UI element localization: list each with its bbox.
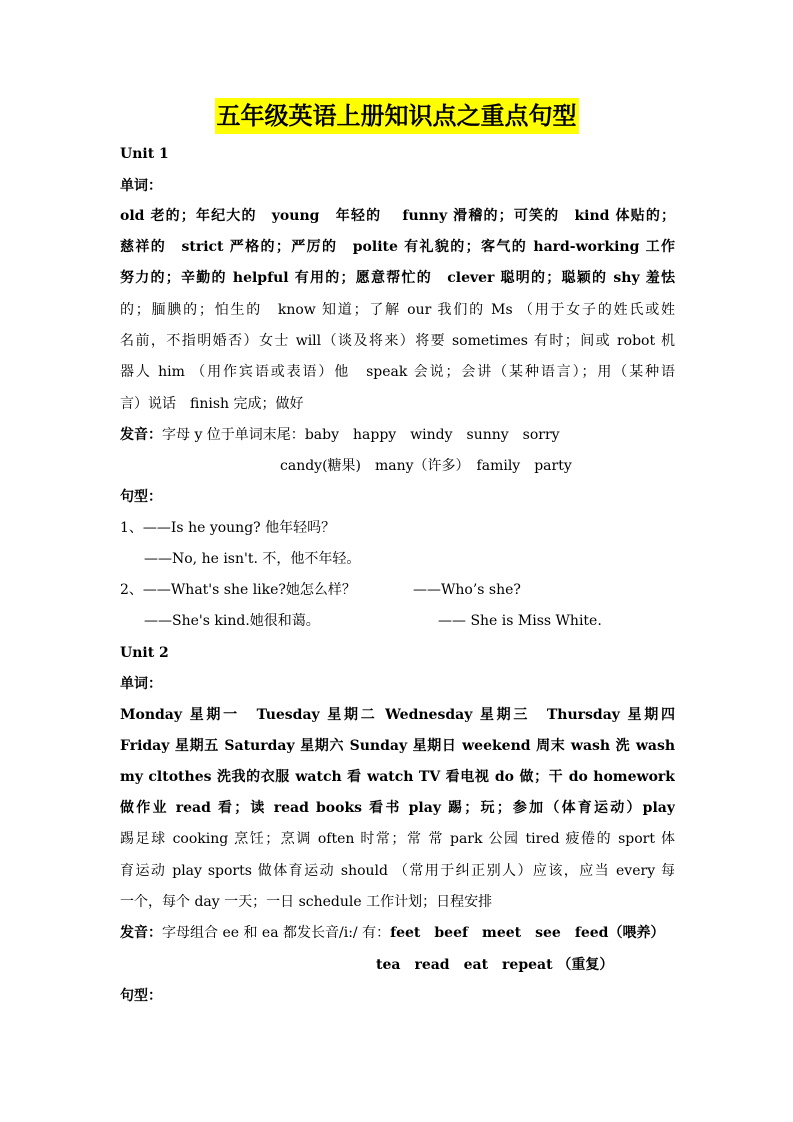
unit1-vocab-line-7: 言）说话 finish 完成；做好 xyxy=(120,396,304,412)
unit2-vocab-line-1: Monday 星期一 Tuesday 星期二 Wednesday 星期三 Thursday 星期四 xyxy=(120,707,675,723)
unit1-pron-words-2: candy(糖果) many（许多） family party xyxy=(280,458,572,474)
unit1-sentence-2-answer-b: —— She is Miss White. xyxy=(438,613,602,629)
unit1-sentence-2-answer: ——She's kind.她很和蔼。 xyxy=(144,613,320,629)
unit1-sentence-2-question-b: ——Who’s she? xyxy=(413,582,521,598)
unit2-vocab-line-3: my cltothes 洗我的衣服 watch 看 watch TV 看电视 do 做；干 do homework xyxy=(120,769,675,785)
unit1-vocab-line-5: 名前，不指明婚否）女士 will（谈及将来）将要 sometimes 有时；间或 robot 机 xyxy=(120,333,675,349)
unit1-vocab-line-2: 慈祥的 strict 严格的；严厉的 polite 有礼貌的；客气的 hard-working 工作 xyxy=(120,239,675,255)
page-title: 五年级英语上册知识点之重点句型 xyxy=(215,98,579,134)
unit1-pron-rule: 字母 y 位于单词末尾： xyxy=(162,427,305,443)
unit2-vocab-line-6: 育运动 play sports 做体育运动 should （常用于纠正别人）应该，应当 every 每 xyxy=(120,863,675,879)
unit1-vocab-line-6: 器人 him （用作宾语或表语）他 speak 会说；会讲（某种语言）；用（某种语 xyxy=(120,364,675,380)
unit1-heading: Unit 1 xyxy=(120,146,169,162)
unit1-sentence-2-question: 2、——What's she like?她怎么样？ xyxy=(120,582,356,598)
unit1-pronunciation xyxy=(120,425,675,445)
unit1-vocab-line-3: 努力的；辛勤的 helpful 有用的；愿意帮忙的 clever 聪明的；聪颖的 shy 羞怯 xyxy=(120,270,675,286)
unit1-vocab-line-1: old 老的；年纪大的 young 年轻的 funny 滑稽的；可笑的 kind 体贴的； xyxy=(120,208,675,224)
unit2-pron-rule: 字母组合 ee 和 ea 都发长音/i:/ 有： xyxy=(162,925,391,941)
unit1-sentence-1-answer: ——No, he isn't. 不，他不年轻。 xyxy=(144,551,361,567)
unit2-sentences-label: 句型： xyxy=(120,988,162,1004)
unit2-pron-words-1: feet beef meet see feed（喂养） xyxy=(390,925,665,941)
unit2-vocab-line-7: 一个，每个 day 一天；一日 schedule 工作计划；日程安排 xyxy=(120,894,493,910)
unit2-pron-label: 发音： xyxy=(120,925,162,941)
unit1-sentence-1-question: 1、——Is he young? 他年轻吗？ xyxy=(120,520,336,536)
unit1-sentences-label: 句型： xyxy=(120,489,162,505)
unit2-heading: Unit 2 xyxy=(120,645,169,661)
unit2-pron-words-2: tea read eat repeat （重复） xyxy=(376,957,614,973)
unit1-words-label: 单词： xyxy=(120,178,162,194)
unit2-vocab-line-4: 做作业 read 看；读 read books 看书 play 踢；玩；参加（体育运动）play xyxy=(120,800,675,816)
title-container xyxy=(0,98,793,134)
unit2-pronunciation xyxy=(120,923,675,943)
unit2-vocab-line-5: 踢足球 cooking 烹饪；烹调 often 时常；常 常 park 公园 tired 疲倦的 sport 体 xyxy=(120,831,675,847)
unit2-words-label: 单词： xyxy=(120,676,162,692)
unit1-pron-label: 发音： xyxy=(120,427,162,443)
unit1-pron-words-1: baby happy windy sunny sorry xyxy=(304,427,560,443)
unit1-vocab-line-4: 的；腼腆的；怕生的 know 知道；了解 our 我们的 Ms （用于女子的姓氏或姓 xyxy=(120,302,675,318)
unit2-vocab-line-2: Friday 星期五 Saturday 星期六 Sunday 星期日 weekend 周末 wash 洗 wash xyxy=(120,738,675,754)
